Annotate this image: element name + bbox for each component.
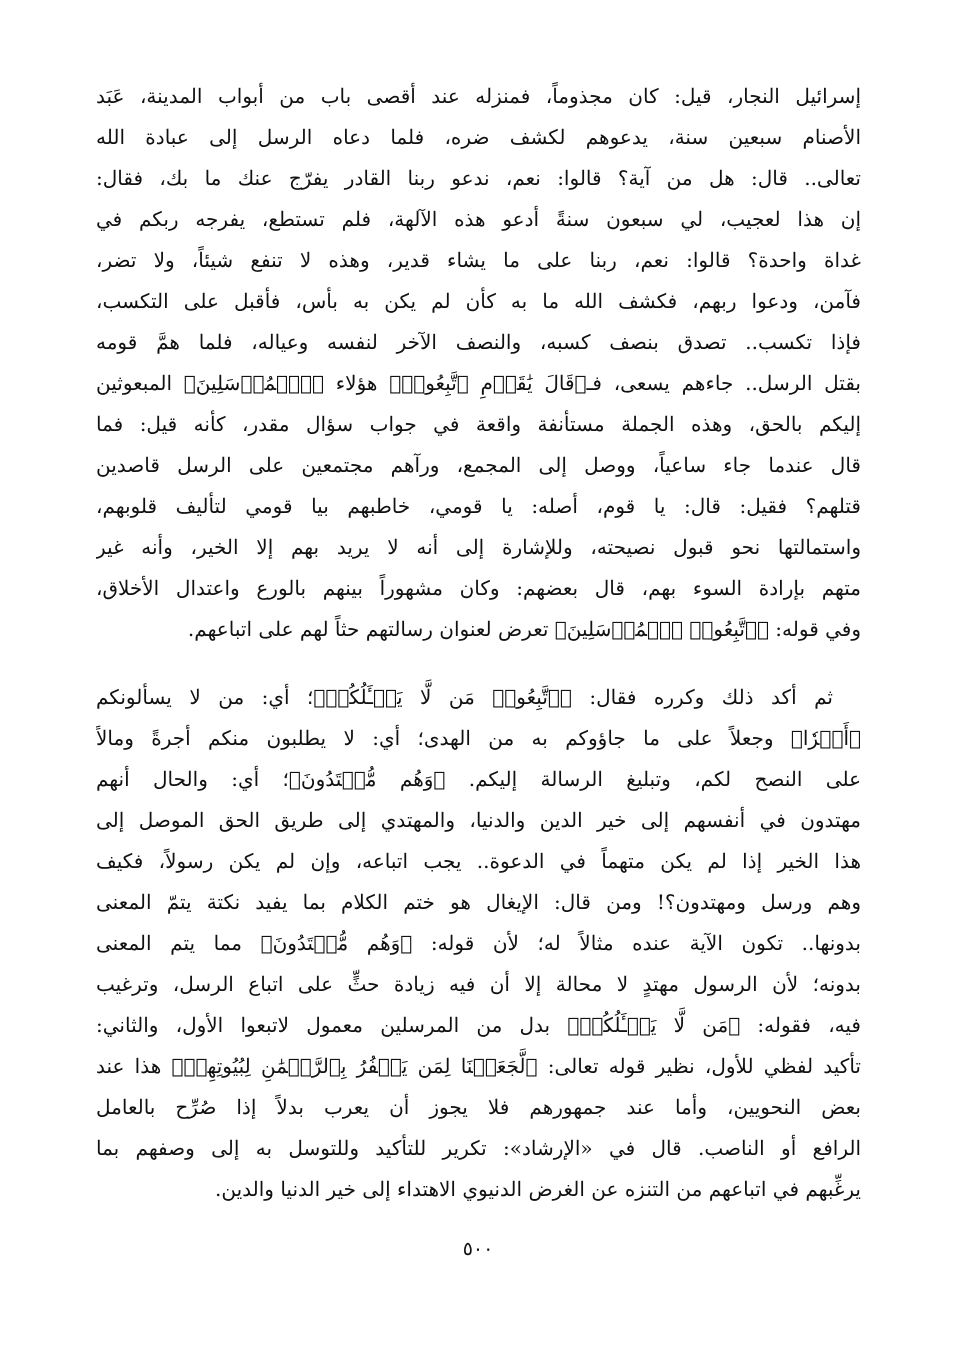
text-line: قال عندما جاء ساعياً، ووصل إلى المجمع، ورآهم مجتمعين على الرسل قاصدين bbox=[96, 453, 861, 477]
text-line: فإذا تكسب.. تصدق بنصف كسبه، والنصف الآخر لنفسه وعياله، فلما همَّ قومه bbox=[96, 330, 861, 354]
text-line: إن هذا لعجيب، لي سبعون سنةً أدعو هذه الآلهة، فلم تستطع، يفرجه ربكم في bbox=[96, 207, 861, 231]
text-line: بدونه؛ لأن الرسول مهتدٍ لا محالة إلا أن فيه زيادة حثٍّ على اتباع الرسل، وترغيب bbox=[96, 972, 861, 996]
text-line: إليكم بالحق، وهذه الجملة مستأنفة واقعة في جواب سؤال مقدر، كأنه قيل: فما bbox=[96, 412, 861, 436]
text-line: وهم ورسل ومهتدون؟! ومن قال: الإيغال هو ختم الكلام بما يفيد نكتة يتمّ المعنى bbox=[96, 890, 861, 914]
text-line: ثم أكد ذلك وكرره فقال: ﴿ٱتَّبِعُوا۟ مَن لَّا يَسۡـَٔلُكُمۡ﴾؛ أي: من لا يسألونكم bbox=[96, 685, 833, 709]
text-line: إسرائيل النجار، قيل: كان مجذوماً، فمنزله عند أقصى باب من أبواب المدينة، عَبَد bbox=[96, 84, 861, 108]
text-line: وفي قوله: ﴿ٱتَّبِعُوا۟ ٱلۡمُرۡسَلِينَ﴾ تعرض لعنوان رسالتهم حثاً لهم على اتباعهم. bbox=[187, 617, 861, 641]
text-line: فيه، فقوله: ﴿مَن لَّا يَسۡـَٔلُكُمۡ﴾ بدل من المرسلين معمول لاتبعوا الأول، والثاني: bbox=[96, 1013, 861, 1037]
text-line: الرافع أو الناصب. قال في «الإرشاد»: تكرير للتأكيد وللتوسل به إلى وصفهم بما bbox=[96, 1136, 861, 1160]
text-line: قتلهم؟ فقيل: قال: يا قوم، أصله: يا قومي، خاطبهم بيا قومي لتأليف قلوبهم، bbox=[96, 494, 861, 518]
page-number: ٥٠٠ bbox=[462, 1238, 494, 1260]
text-line: غداة واحدة؟ قالوا: نعم، ربنا على ما يشاء قدير، وهذه لا تنفع شيئاً، ولا تضر، bbox=[96, 248, 861, 272]
text-line: بعض النحويين، وأما عند جمهورهم فلا يجوز أن يعرب بدلاً إذا صُرِّح بالعامل bbox=[96, 1095, 861, 1119]
text-line: فآمن، ودعوا ربهم، فكشف الله ما به كأن لم يكن به بأس، فأقبل على التكسب، bbox=[96, 289, 861, 313]
text-line: يرغِّبهم في اتباعهم من التنزه عن الغرض الدنيوي الاهتداء إلى خير الدنيا والدين. bbox=[215, 1177, 861, 1201]
text-line: بقتل الرسل.. جاءهم يسعى، فـ﴿قَالَ يَٰقَوۡمِ ٱتَّبِعُوا۟﴾ هؤلاء ﴿ٱلۡمُرۡسَلِينَ﴾ المبعوثين bbox=[96, 371, 861, 395]
text-line: تأكيد لفظي للأول، نظير قوله تعالى: ﴿لَّجَعَلۡنَا لِمَن يَكۡفُرُ بِٱلرَّحۡمَٰنِ لِبُيُوتِهِمۡ﴾ هذا عند bbox=[96, 1054, 861, 1078]
text-line: هذا الخير إذا لم يكن متهماً في الدعوة.. يجب اتباعه، وإن لم يكن رسولاً، فكيف bbox=[96, 849, 861, 873]
text-line: واستمالتها نحو قبول نصيحته، وللإشارة إلى أنه لا يريد بهم إلا الخير، وأنه غير bbox=[96, 535, 861, 559]
page-body bbox=[96, 76, 861, 1210]
text-line: الأصنام سبعين سنة، يدعوهم لكشف ضره، فلما دعاه الرسل إلى عبادة الله bbox=[96, 125, 861, 149]
text-line: على النصح لكم، وتبليغ الرسالة إليكم. ﴿وَهُم مُّهۡتَدُونَ﴾؛ أي: والحال أنهم bbox=[96, 767, 861, 791]
text-line: متهم بإرادة السوء بهم، قال بعضهم: وكان مشهوراً بينهم بالورع واعتدال الأخلاق، bbox=[96, 576, 861, 600]
text-line: ﴿أَجۡرٗا﴾ وجعلاً على ما جاؤوكم به من الهدى؛ أي: لا يطلبون منكم أجرةً ومالاً bbox=[96, 726, 861, 750]
text-line: تعالى.. قال: هل من آية؟ قالوا: نعم، ندعو ربنا القادر يفرّج عنك ما بك، فقال: bbox=[96, 166, 861, 190]
paragraph-gap bbox=[96, 650, 861, 677]
text-line: مهتدون في أنفسهم إلى خير الدين والدنيا، والمهتدي إلى طريق الحق الموصل إلى bbox=[96, 808, 861, 832]
paragraph-2 bbox=[96, 677, 861, 1210]
paragraph-1 bbox=[96, 76, 861, 650]
text-line: بدونها.. تكون الآية عنده مثالاً له؛ لأن قوله: ﴿وَهُم مُّهۡتَدُونَ﴾ مما يتم المعنى bbox=[96, 931, 861, 955]
